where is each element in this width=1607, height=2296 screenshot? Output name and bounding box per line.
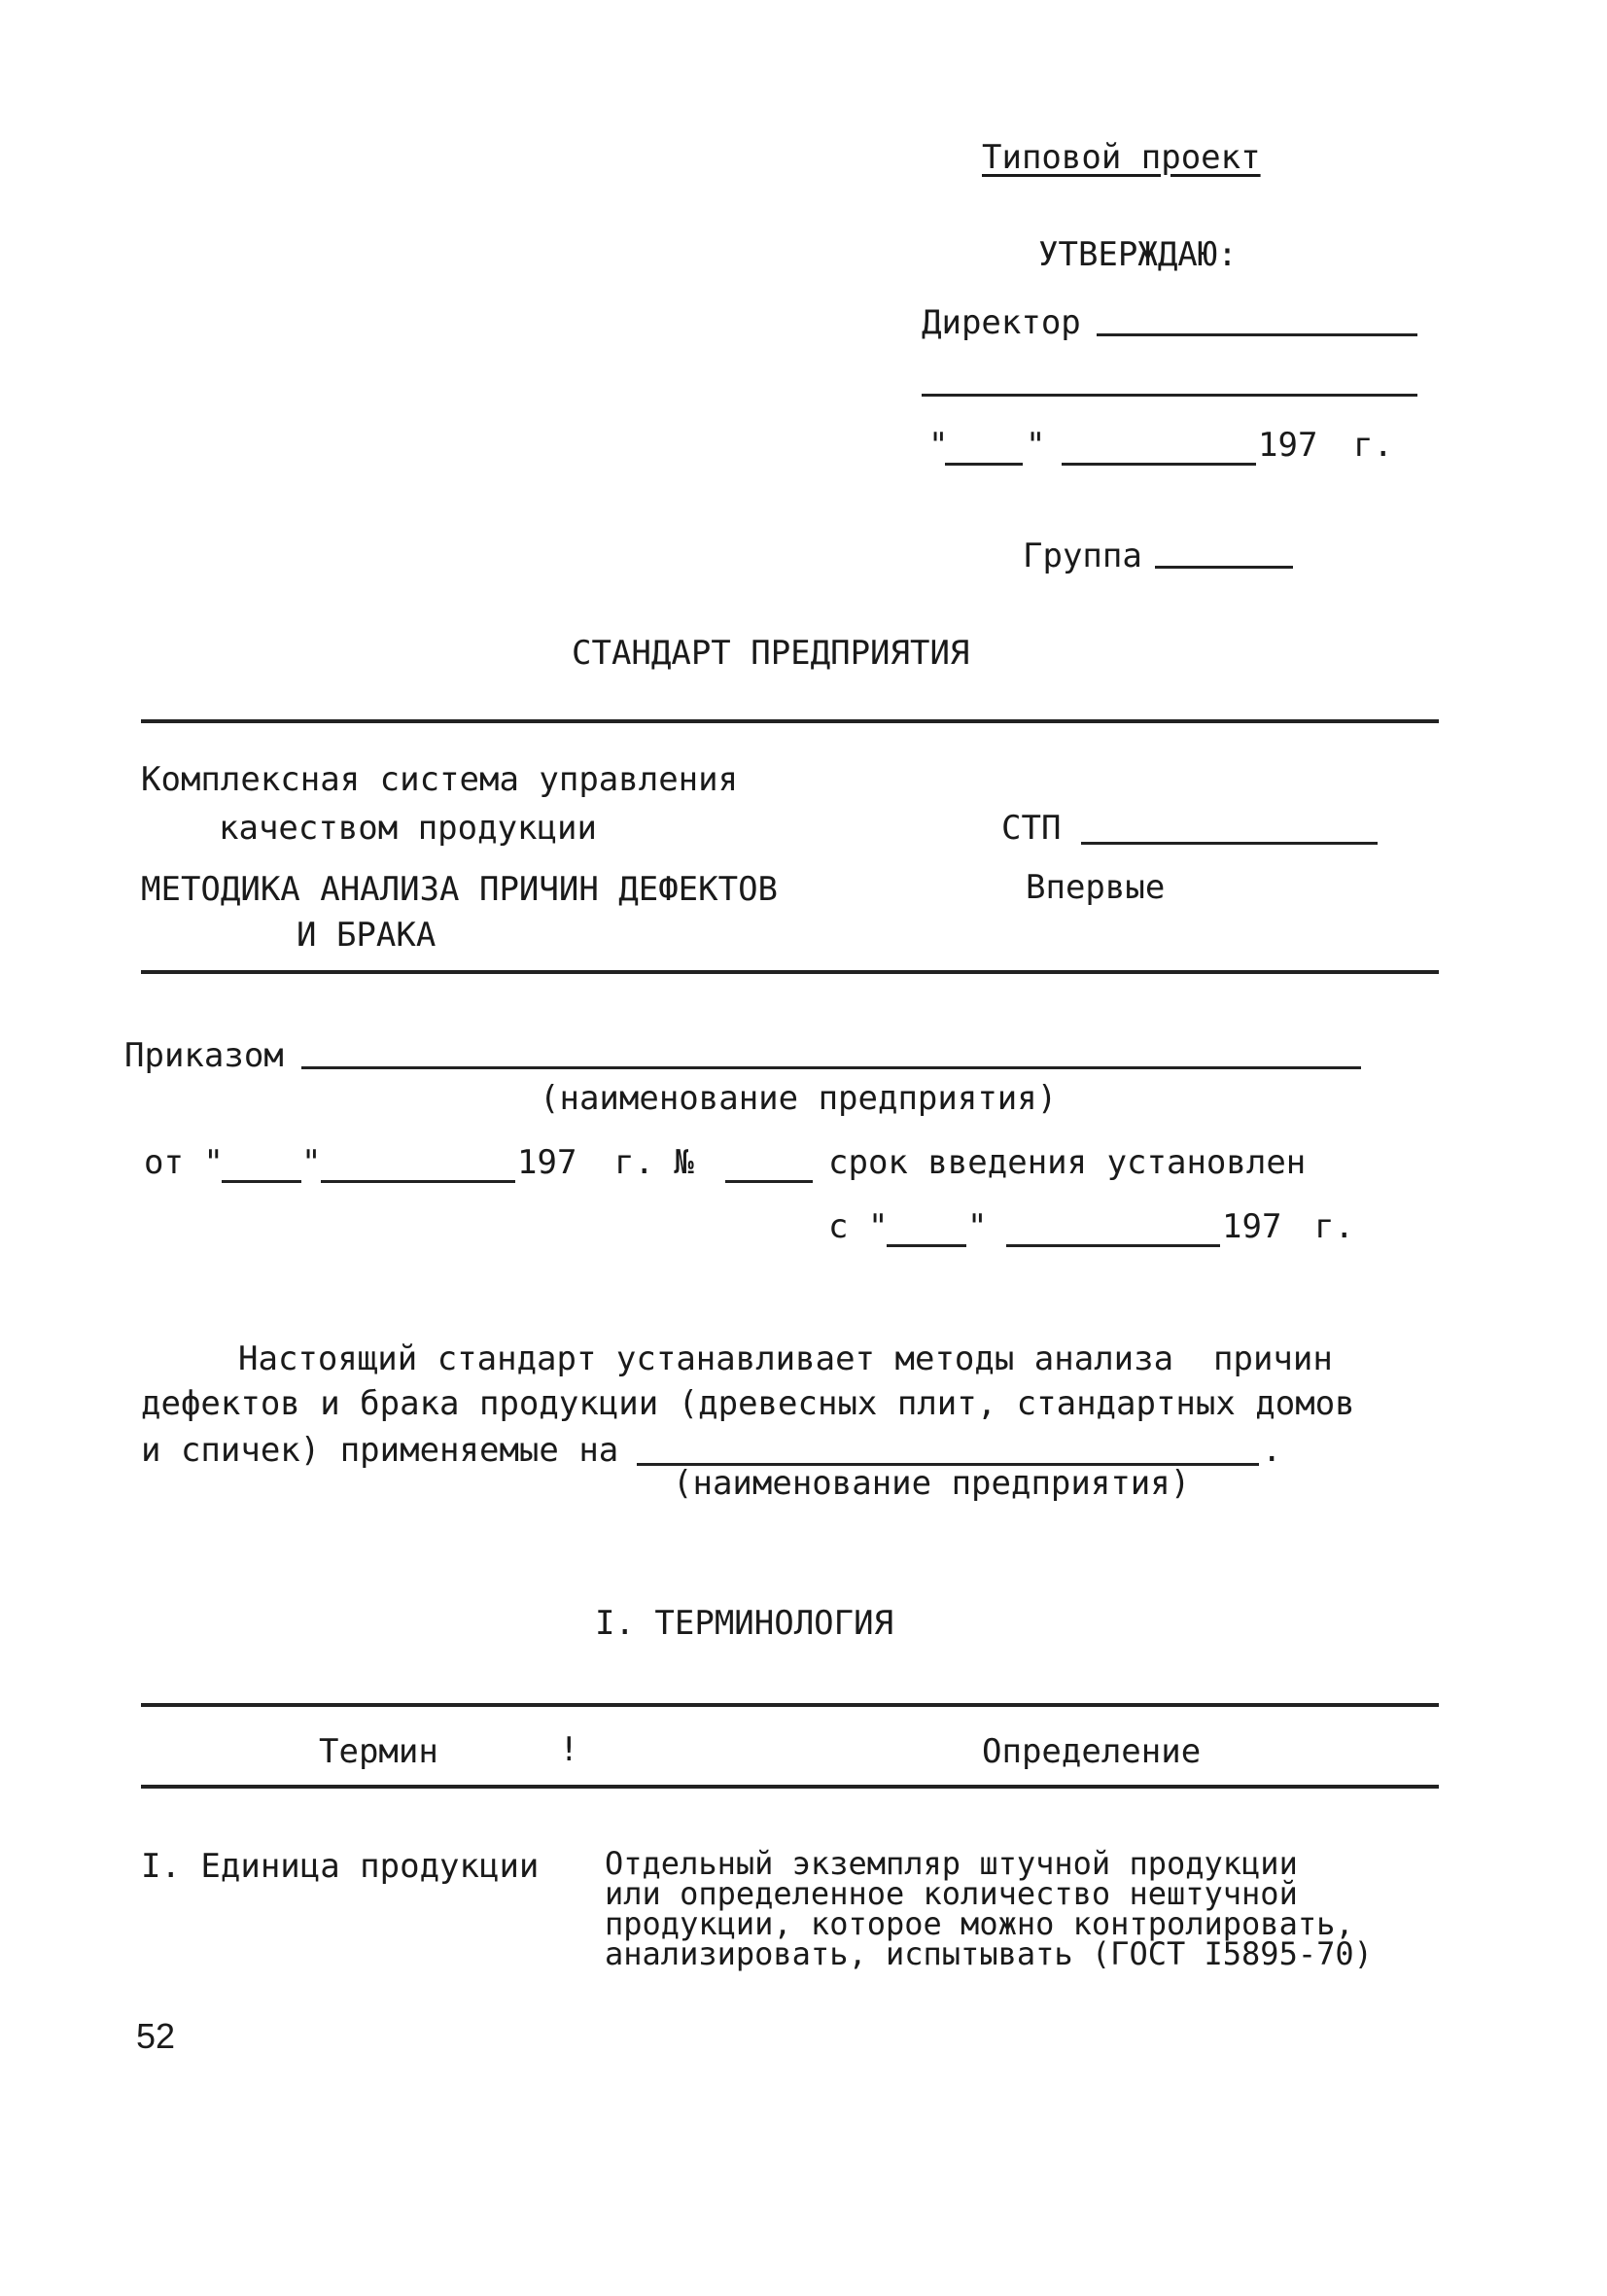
approve-label: УТВЕРЖДАЮ:: [1038, 235, 1238, 274]
order-date-quote-close: ": [301, 1143, 322, 1182]
section-title: I. ТЕРМИНОЛОГИЯ: [595, 1604, 894, 1643]
system-title-line2: качеством продукции: [219, 809, 597, 848]
project-type-label: Типовой проект: [982, 138, 1261, 177]
stp-label: СТП: [1001, 809, 1062, 848]
since-year-suffix: г.: [1314, 1207, 1354, 1246]
table-header-rule: [141, 1785, 1439, 1789]
definition-line: анализировать, испытывать (ГОСТ I5895-70): [605, 1935, 1373, 1972]
enterprise-caption: (наименование предприятия): [540, 1079, 1058, 1118]
since-date-quote-close: ": [967, 1207, 988, 1246]
approval-year: 197: [1258, 426, 1318, 465]
page-number: 52: [136, 2016, 176, 2056]
group-field[interactable]: [1155, 566, 1293, 569]
director-label: Директор: [922, 303, 1081, 342]
definition-line: Отдельный экземпляр штучной продукции: [605, 1845, 1298, 1882]
definition-line: продукции, которое можно контролировать,: [605, 1905, 1354, 1942]
approval-date-quote-close: ": [1026, 426, 1046, 465]
table-header-separator: !: [559, 1730, 579, 1769]
method-title-line2: И БРАКА: [297, 916, 437, 955]
director-signature-field[interactable]: [1097, 333, 1417, 336]
intro-line2: дефектов и брака продукции (древесных плит, стандартных домов: [141, 1384, 1355, 1423]
approval-month-field[interactable]: [1062, 463, 1256, 466]
order-month-field[interactable]: [321, 1180, 515, 1183]
group-label: Группа: [1023, 537, 1142, 575]
director-name-field[interactable]: [922, 394, 1417, 397]
order-label: Приказом: [124, 1036, 284, 1075]
first-time-label: Впервые: [1026, 868, 1166, 907]
since-date-label: с ": [828, 1207, 889, 1246]
stp-number-field[interactable]: [1081, 842, 1378, 845]
since-month-field[interactable]: [1006, 1244, 1220, 1247]
approval-year-suffix: г.: [1353, 426, 1393, 465]
system-title-line1: Комплексная система управления: [141, 760, 739, 799]
approval-day-field[interactable]: [945, 463, 1023, 466]
intro-line1: Настоящий стандарт устанавливает методы анализа причин: [238, 1339, 1333, 1378]
order-number-field[interactable]: [725, 1180, 813, 1183]
order-enterprise-field[interactable]: [301, 1066, 1361, 1069]
order-number-label: г. №: [614, 1143, 694, 1182]
method-title-line1: МЕТОДИКА АНАЛИЗА ПРИЧИН ДЕФЕКТОВ: [141, 870, 779, 909]
term-text: срок введения установлен: [828, 1143, 1307, 1182]
approval-date-quote-open: ": [928, 426, 949, 465]
definition-line: или определенное количество нештучной: [605, 1875, 1298, 1912]
table-top-rule: [141, 1703, 1439, 1707]
since-year: 197: [1222, 1207, 1282, 1246]
since-day-field[interactable]: [887, 1244, 966, 1247]
intro-line3-end: .: [1262, 1431, 1282, 1470]
order-day-field[interactable]: [222, 1180, 301, 1183]
table-header-term: Термин: [319, 1732, 438, 1771]
designation-divider: [141, 970, 1439, 974]
intro-line3: и спичек) применяемые на: [141, 1431, 619, 1470]
order-year: 197: [517, 1143, 577, 1182]
table-header-definition: Определение: [982, 1732, 1202, 1771]
intro-enterprise-caption: (наименование предприятия): [673, 1464, 1191, 1503]
order-date-from: от ": [144, 1143, 224, 1182]
title-divider: [141, 719, 1439, 723]
term-cell: I. Единица продукции: [141, 1847, 540, 1886]
document-title: СТАНДАРТ ПРЕДПРИЯТИЯ: [572, 634, 970, 673]
